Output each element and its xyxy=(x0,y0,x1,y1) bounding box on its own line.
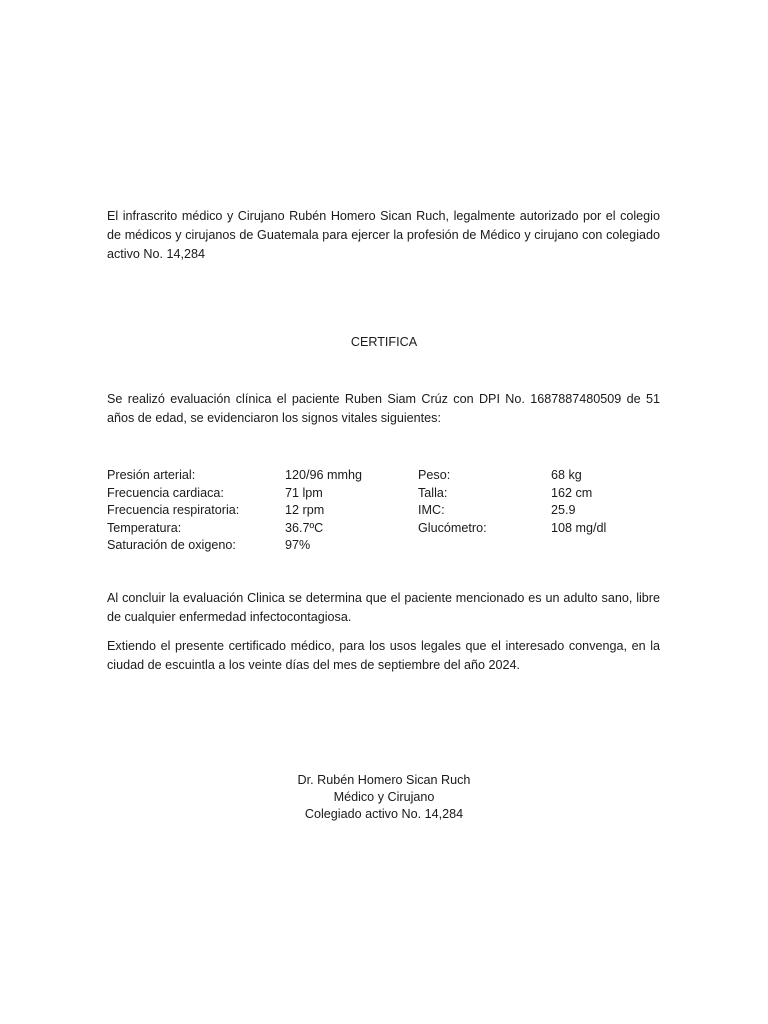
vital-value: 108 mg/dl xyxy=(551,520,607,535)
intro-paragraph: El infrascrito médico y Cirujano Rubén Homero Sican Ruch, legalmente autorizado por el colegio de médicos y cirujanos de Guatemala para ejercer la profesión de Médico y cirujano con colegiado activo No. 14,284 xyxy=(107,209,660,261)
vital-label: Frecuencia respiratoria: xyxy=(107,503,240,517)
certifica-heading: CERTIFICA xyxy=(350,335,418,349)
vital-value: 36.7ºC xyxy=(285,520,324,535)
vital-row xyxy=(107,485,667,503)
vital-row xyxy=(107,502,667,520)
vital-label: Glucómetro: xyxy=(418,520,487,535)
closing-paragraph: Extiendo el presente certificado médico, para los usos legales que el interesado convenga, en la ciudad de escuintla a los veinte días del mes de septiembre del año 2024. xyxy=(107,639,660,672)
vital-value: 97% xyxy=(285,538,311,552)
doctor-title: Médico y Cirujano xyxy=(333,790,435,804)
vital-value: 12 rpm xyxy=(285,503,325,517)
vital-label: Peso: xyxy=(418,468,451,482)
vital-value: 120/96 mmhg xyxy=(285,468,363,482)
vital-row xyxy=(107,520,667,538)
vital-label: Frecuencia cardiaca: xyxy=(107,485,224,500)
vital-row xyxy=(107,537,667,555)
evaluation-paragraph: Se realizó evaluación clínica el paciente Ruben Siam Crúz con DPI No. 1687887480509 de 51 años de edad, se evidenciaron los signos vitales siguientes: xyxy=(107,392,660,425)
vital-label xyxy=(418,537,551,555)
vital-value: 162 cm xyxy=(551,485,593,500)
vital-label: Talla: xyxy=(418,485,448,500)
vital-label: Temperatura: xyxy=(107,520,182,535)
vital-value: 68 kg xyxy=(551,468,582,482)
vital-signs-table xyxy=(107,467,667,555)
doctor-license: Colegiado activo No. 14,284 xyxy=(304,807,464,821)
vital-value: 25.9 xyxy=(551,503,576,517)
conclusion-paragraph: Al concluir la evaluación Clinica se determina que el paciente mencionado es un adulto sano, libre de cualquier enfermedad infectocontagiosa. xyxy=(107,591,660,624)
vital-label: Presión arterial: xyxy=(107,468,196,482)
vital-label: IMC: xyxy=(418,503,445,517)
signature-block xyxy=(0,772,768,823)
vital-value: 71 lpm xyxy=(285,485,323,500)
vital-value xyxy=(551,537,661,555)
doctor-name: Dr. Rubén Homero Sican Ruch xyxy=(297,773,471,787)
vital-row xyxy=(107,467,667,485)
vital-label: Saturación de oxigeno: xyxy=(107,538,236,552)
